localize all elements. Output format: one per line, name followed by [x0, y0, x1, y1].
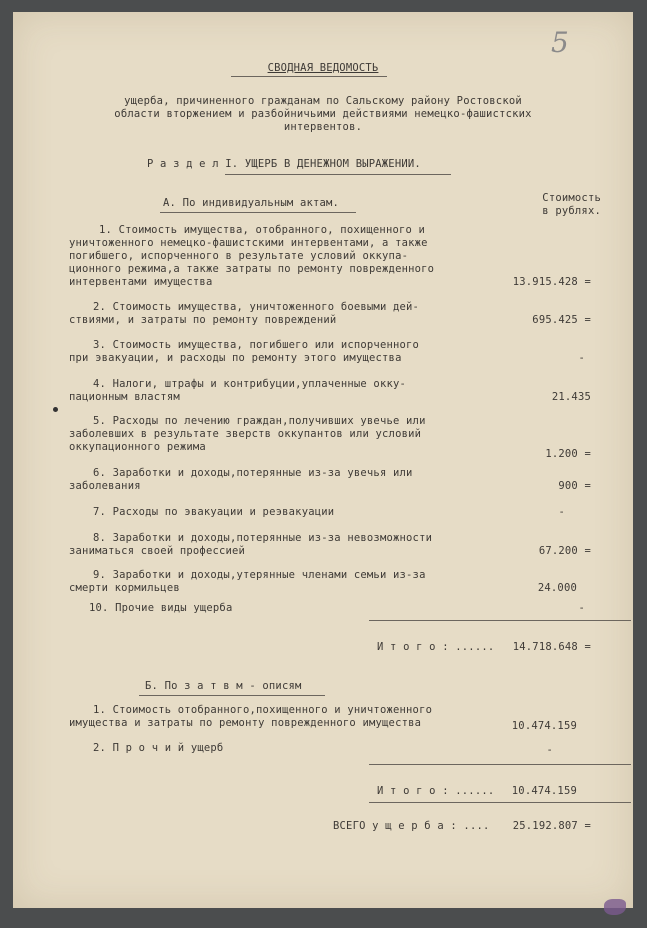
part-a-underline — [160, 212, 356, 213]
subtitle-line-1: ущерба, причиненного гражданам по Сальскому району Ростовской — [124, 95, 522, 107]
grand-total-value: 25.192.807 = — [512, 820, 591, 832]
part-b-item-1-value: 10.474.159 — [511, 720, 577, 732]
item-2-line-2: ствиями, и затраты по ремонту повреждений — [69, 314, 337, 326]
item-1-line-5: интервентами имущества — [69, 276, 213, 288]
part-b-underline — [139, 695, 325, 696]
item-3-line-2: при эвакуации, и расходы по ремонту этого имущества — [69, 352, 402, 364]
item-1-line-4: ционного режима,а также затраты по ремонту поврежденного — [69, 263, 435, 275]
item-8-line-2: заниматься своей профессией — [69, 545, 246, 557]
item-9-line-2: смерти кормильцев — [69, 582, 180, 594]
item-7-value: - — [558, 506, 565, 518]
item-4-line-1: 4. Налоги, штрафы и контрибуции,уплаченные окку- — [93, 378, 407, 390]
part-b-item-2-line-1: 2. П р о ч и й ущерб — [93, 742, 224, 754]
part-a-total-label: И т о г о : ...... — [377, 641, 495, 653]
document-page — [13, 12, 633, 908]
part-b-total-label: И т о г о : ...... — [377, 785, 495, 797]
part-b-total-underline — [369, 802, 631, 803]
part-a-heading: А. По индивидуальным актам. — [163, 197, 340, 209]
item-9-value: 24.000 — [537, 582, 577, 594]
column-header-2: в рублях. — [542, 205, 601, 217]
part-b-total-value: 10.474.159 — [511, 785, 577, 797]
document-title: СВОДНАЯ ВЕДОМОСТЬ — [267, 62, 379, 74]
item-8-line-1: 8. Заработки и доходы,потерянные из-за невозможности — [93, 532, 433, 544]
item-2-line-1: 2. Стоимость имущества, уничтоженного боевыми дей- — [93, 301, 420, 313]
section-heading: Р а з д е л I. УЩЕРБ В ДЕНЕЖНОМ ВЫРАЖЕНИИ. — [147, 158, 421, 170]
item-5-line-2: заболевших в результате зверств оккупантов или условий — [69, 428, 422, 440]
part-b-item-1-line-2: имущества и затраты по ремонту поврежденного имущества — [69, 717, 422, 729]
part-b-heading: Б. По з а т в м - описям — [145, 680, 302, 692]
item-1-line-2: уничтоженного немецко-фашистскими интервентами, а также — [69, 237, 428, 249]
item-1-line-1: 1. Стоимость имущества, отобранного, похищенного и — [99, 224, 426, 236]
subtitle-line-2: области вторжением и разбойничьими действиями немецко-фашистских — [114, 108, 532, 120]
column-header-1: Стоимость — [542, 192, 601, 204]
item-10-line-1: 10. Прочие виды ущерба — [89, 602, 233, 614]
section-underline — [225, 174, 451, 175]
ink-stain — [604, 899, 626, 915]
part-b-item-2-value: - — [546, 744, 553, 756]
item-6-line-2: заболевания — [69, 480, 141, 492]
item-5-value: 1.200 = — [545, 448, 591, 460]
item-2-value: 695.425 = — [532, 314, 591, 326]
item-6-value: 900 = — [558, 480, 591, 492]
title-underline — [231, 76, 387, 77]
part-b-total-rule — [369, 764, 631, 765]
item-6-line-1: 6. Заработки и доходы,потерянные из-за увечья или — [93, 467, 413, 479]
item-10-value: - — [578, 602, 585, 614]
item-9-line-1: 9. Заработки и доходы,утерянные членами семьи из-за — [93, 569, 426, 581]
item-5-line-3: оккупационного режима — [69, 441, 206, 453]
ink-dot — [53, 407, 58, 412]
item-4-value: 21.435 — [551, 391, 591, 403]
item-5-line-1: 5. Расходы по лечению граждан,получивших увечье или — [93, 415, 426, 427]
item-1-line-3: погибшего, испорченного в результате условий оккупа- — [69, 250, 409, 262]
item-4-line-2: пационным властям — [69, 391, 180, 403]
grand-total-label: ВСЕГО у щ е р б а : .... — [333, 820, 490, 832]
part-a-total-rule — [369, 620, 631, 621]
item-3-value: - — [578, 352, 585, 364]
item-1-value: 13.915.428 = — [512, 276, 591, 288]
handwritten-page-number: 5 — [551, 26, 569, 59]
item-7-line-1: 7. Расходы по эвакуации и реэвакуации — [93, 506, 335, 518]
item-3-line-1: 3. Стоимость имущества, погибшего или испорченного — [93, 339, 420, 351]
part-b-item-1-line-1: 1. Стоимость отобранного,похищенного и уничтоженного — [93, 704, 433, 716]
subtitle-line-3: интервентов. — [283, 121, 363, 133]
item-8-value: 67.200 = — [538, 545, 591, 557]
part-a-total-value: 14.718.648 = — [512, 641, 591, 653]
